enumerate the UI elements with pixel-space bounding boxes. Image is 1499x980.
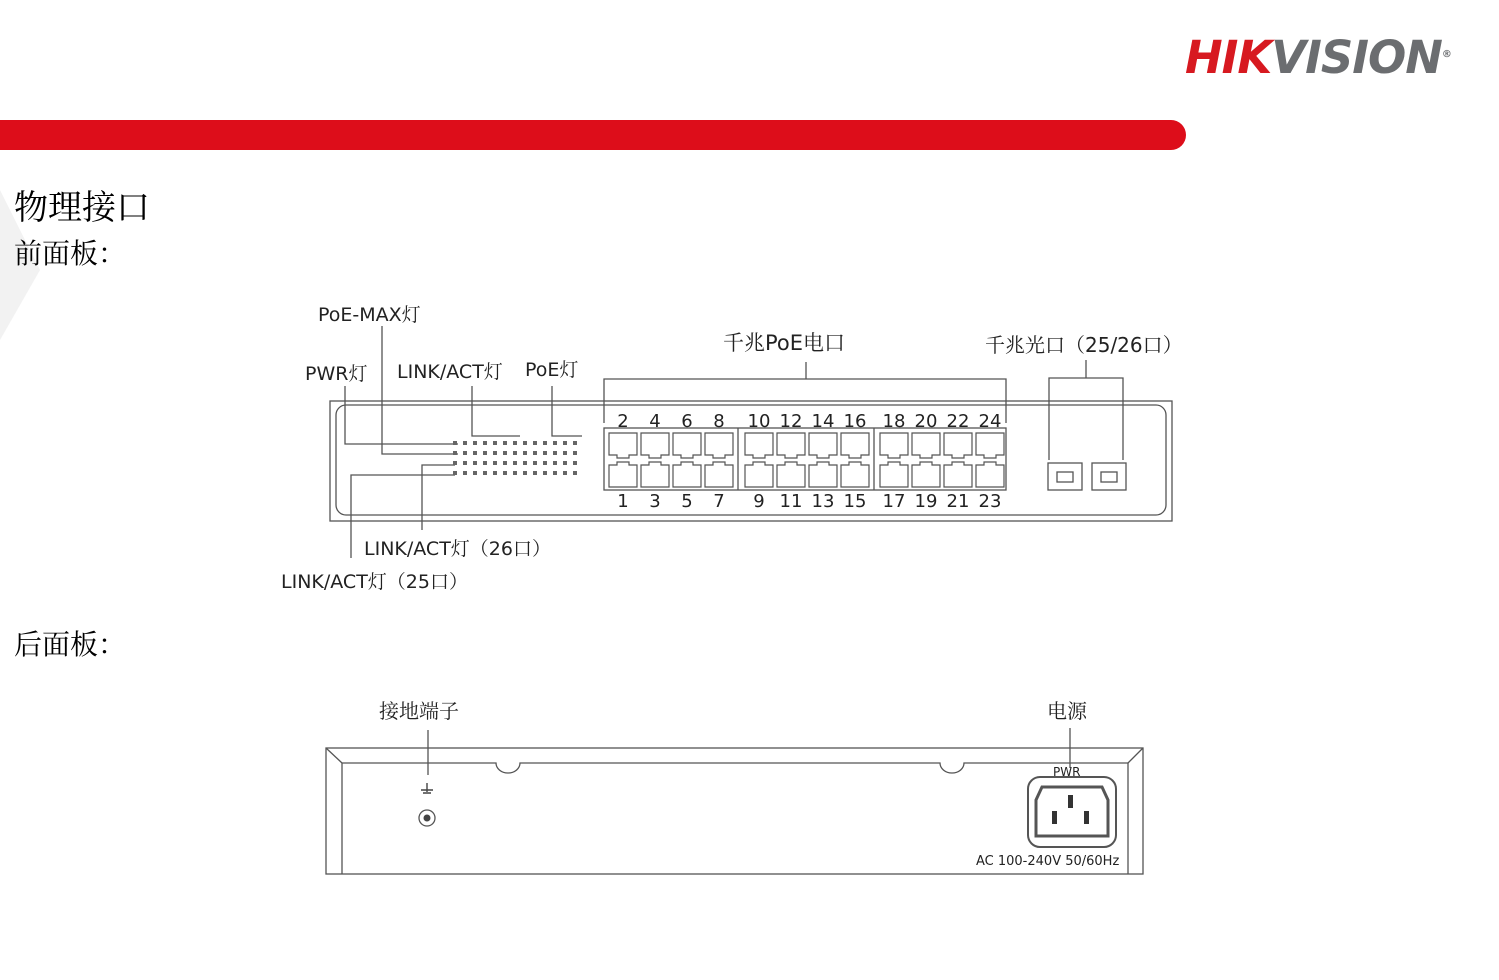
led-dot (463, 461, 467, 465)
label-link-act-25: LINK/ACT灯（25口） (281, 571, 468, 593)
port-numbers-top (617, 411, 1001, 432)
led-dot (513, 441, 517, 445)
label-ac-rating: AC 100-240V 50/60Hz (976, 854, 1120, 869)
led-dot (563, 461, 567, 465)
led-dot (483, 461, 487, 465)
led-dot (473, 461, 477, 465)
logo-part-vision: VISION (1271, 31, 1442, 84)
led-dot (553, 461, 557, 465)
led-dot (553, 441, 557, 445)
led-dot (453, 461, 457, 465)
rj45-port (673, 433, 701, 458)
led-dot (543, 451, 547, 455)
led-dot (503, 451, 507, 455)
led-dot (493, 471, 497, 475)
led-dot (483, 441, 487, 445)
port-number-top: 8 (713, 411, 725, 432)
port-number-bottom: 13 (811, 491, 835, 512)
led-dot (543, 471, 547, 475)
led-dot (523, 471, 527, 475)
port-number-top: 24 (978, 411, 1002, 432)
label-gigabit-poe-ports: 千兆PoE电口 (723, 331, 846, 355)
label-pwr-led: PWR灯 (305, 363, 368, 385)
led-dot (463, 451, 467, 455)
led-dot (573, 441, 577, 445)
led-dot (513, 471, 517, 475)
led-dot (553, 451, 557, 455)
rj45-port (880, 462, 908, 487)
led-dot (473, 471, 477, 475)
rj45-port (809, 462, 837, 487)
port-number-top: 14 (811, 411, 835, 432)
led-dot (483, 451, 487, 455)
rj45-port (745, 462, 773, 487)
label-ground-terminal: 接地端子 (379, 699, 459, 723)
port-number-bottom: 9 (753, 491, 765, 512)
led-dot (453, 451, 457, 455)
led-dot (493, 441, 497, 445)
led-dot (563, 441, 567, 445)
label-pwr-socket: PWR (1053, 765, 1081, 779)
rj45-port (912, 462, 940, 487)
led-dot (463, 441, 467, 445)
led-dot (493, 461, 497, 465)
led-dot (513, 461, 517, 465)
logo-part-hik: HIK (1185, 31, 1272, 84)
led-dot (563, 471, 567, 475)
port-number-bottom: 7 (713, 491, 725, 512)
port-number-bottom: 11 (779, 491, 803, 512)
led-dot (493, 451, 497, 455)
page-title: 物理接口 (14, 188, 150, 228)
led-dot (533, 441, 537, 445)
port-number-bottom: 21 (946, 491, 970, 512)
rj45-port (609, 462, 637, 487)
led-dot (533, 461, 537, 465)
led-dot (463, 471, 467, 475)
port-number-bottom: 19 (914, 491, 938, 512)
led-dot (483, 471, 487, 475)
led-dot (503, 441, 507, 445)
led-dot (543, 461, 547, 465)
rj45-port (745, 433, 773, 458)
rj45-port (841, 462, 869, 487)
label-poe-led: PoE灯 (525, 359, 579, 381)
label-link-act-26: LINK/ACT灯（26口） (364, 538, 551, 560)
port-number-top: 6 (681, 411, 693, 432)
rj45-port (705, 433, 733, 458)
label-gigabit-sfp-ports: 千兆光口（25/26口） (985, 333, 1183, 357)
rj45-port (944, 462, 972, 487)
rj45-port (673, 462, 701, 487)
port-number-top: 4 (649, 411, 661, 432)
led-dot (553, 471, 557, 475)
port-number-top: 20 (914, 411, 938, 432)
rj45-port (944, 433, 972, 458)
port-number-top: 12 (779, 411, 803, 432)
label-poe-max-led: PoE-MAX灯 (318, 304, 421, 326)
led-dot (533, 471, 537, 475)
label-link-act-led: LINK/ACT灯 (397, 361, 503, 383)
rj45-port (705, 462, 733, 487)
led-dot (523, 451, 527, 455)
port-number-bottom: 3 (649, 491, 661, 512)
led-dot (503, 471, 507, 475)
port-number-bottom: 1 (617, 491, 629, 512)
led-dot (473, 451, 477, 455)
sfp-port-25 (1048, 463, 1082, 490)
power-socket-pins (1052, 795, 1089, 824)
led-dot (473, 441, 477, 445)
led-dot (523, 441, 527, 445)
led-dot (513, 451, 517, 455)
ground-icon (421, 783, 433, 822)
led-indicator-grid (453, 441, 577, 475)
led-dot (453, 441, 457, 445)
port-number-bottom: 17 (882, 491, 906, 512)
rj45-port (641, 462, 669, 487)
rj45-port (777, 433, 805, 458)
rj45-port (609, 433, 637, 458)
port-number-top: 16 (843, 411, 867, 432)
rear-panel-heading: 后面板： (14, 628, 127, 661)
led-dot (543, 441, 547, 445)
port-number-top: 22 (946, 411, 970, 432)
rj45-port (777, 462, 805, 487)
rj45-port (641, 433, 669, 458)
rj45-port (976, 462, 1004, 487)
port-number-bottom: 15 (843, 491, 867, 512)
sfp-port-26 (1092, 463, 1126, 490)
led-dot (533, 451, 537, 455)
led-dot (573, 471, 577, 475)
front-panel-heading: 前面板： (14, 237, 127, 270)
rj45-port (976, 433, 1004, 458)
port-number-top: 2 (617, 411, 629, 432)
led-dot (563, 451, 567, 455)
led-dot (573, 451, 577, 455)
rj45-ports (609, 433, 1004, 487)
port-number-bottom: 23 (978, 491, 1002, 512)
port-number-top: 18 (882, 411, 906, 432)
led-dot (523, 461, 527, 465)
led-dot (503, 461, 507, 465)
led-dot (453, 471, 457, 475)
rj45-port (912, 433, 940, 458)
led-dot (573, 461, 577, 465)
port-number-top: 10 (747, 411, 771, 432)
port-number-bottom: 5 (681, 491, 693, 512)
port-numbers-bottom (617, 491, 1001, 512)
registered-mark: ® (1441, 49, 1451, 60)
rj45-port (841, 433, 869, 458)
rj45-port (880, 433, 908, 458)
label-power: 电源 (1047, 699, 1087, 723)
rj45-port (809, 433, 837, 458)
